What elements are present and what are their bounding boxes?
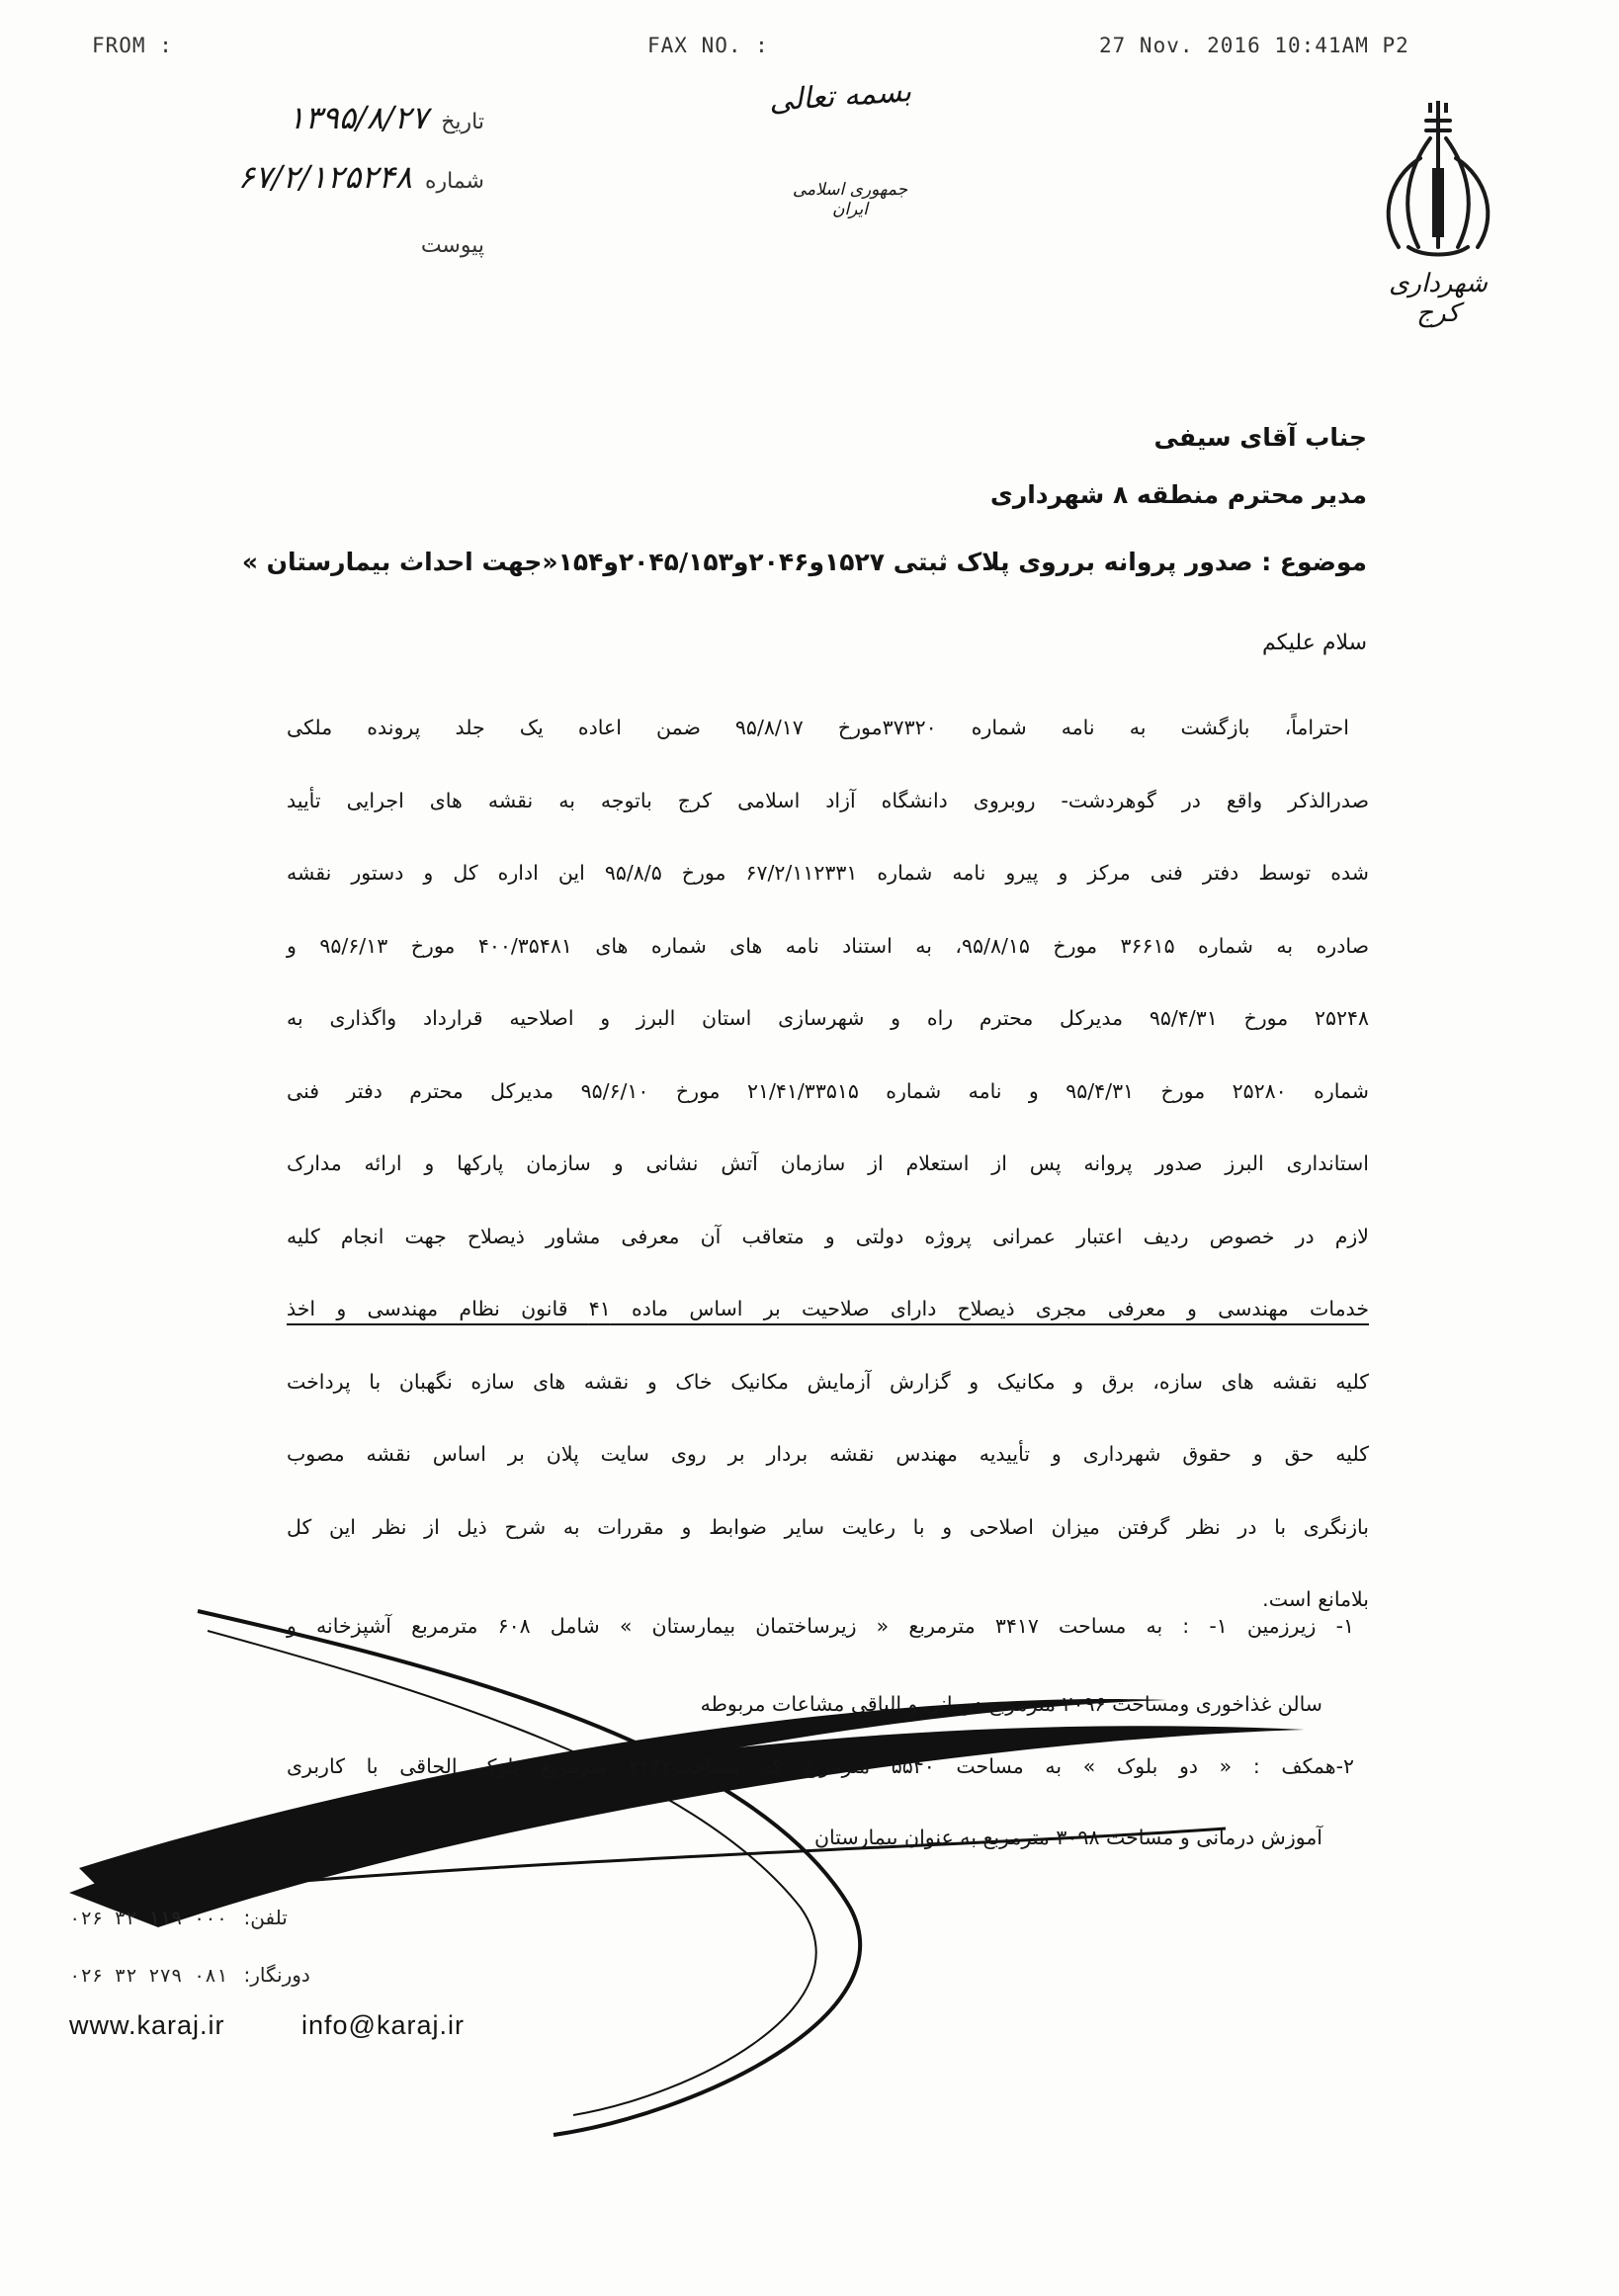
body-line: شده توسط دفتر فنی مرکز و پیرو نامه شماره ۶۷/۲/۱۱۲۳۳۱ مورخ ۹۵/۸/۵ این اداره کل و دستور نقشه [287,861,1369,885]
letter-number-row [128,158,484,196]
body-line: کلیه حق و حقوق شهرداری و تأییدیه مهندس نقشه بردار بر روی سایت پلان بر اساس نقشه مصوب [287,1442,1369,1466]
republic-caption: جمهوری اسلامی ایران [792,180,908,219]
number-label: شماره [424,169,484,194]
body-line: صدرالذکر واقع در گوهردشت- روبروی دانشگاه آزاد اسلامی کرج باتوجه به نقشه های اجرایی تأیید [287,788,1369,812]
number-value: ۶۷/۲/۱۲۵۲۴۸ [237,158,412,196]
item-line: ۱- زیرزمین ۱- : به مساحت ۳۴۱۷ مترمربع « زیرساختمان بیمارستان » شامل ۶۰۸ مترمربع آشپزخانه و [287,1614,1354,1638]
fax-from-label: FROM : [92,34,173,57]
letter-attachment-row [128,233,484,258]
attachment-label: پیوست [420,233,484,258]
body-line: صادره به شماره ۳۶۶۱۵ مورخ ۹۵/۸/۱۵، به استناد نامه های شماره های ۴۰۰/۳۵۴۸۱ مورخ ۹۵/۶/۱۳ و [287,933,1369,958]
fax-label: دورنگار: [243,1963,310,1987]
decorative-swoosh-graphic [0,1601,1619,2155]
fax-number: ۰۲۶ ۳۲ ۲۷۹ ۰۸۱ [69,1965,228,1987]
item-line: ۲-همکف : « دو بلوک » به مساحت ۵۵۴۰ مترمربع که مساحت۲۴۴۲ مترمربع بلوک الحاقی با کاربری [287,1754,1354,1778]
greeting: سلام علیکم [1261,631,1367,655]
addressee-name: جناب آقای سیفی [1153,423,1367,452]
body-line: بازنگری با در نظر گرفتن میزان اصلاحی و با رعایت سایر ضوابط و مقررات به شرح ذیل از نظر این کل [287,1514,1369,1539]
fax-timestamp: 27 Nov. 2016 10:41AM P2 [1099,34,1409,57]
body-line-underlined: خدمات مهندسی و معرفی مجری ذیصلاح دارای صلاحیت بر اساس ماده ۴۱ قانون نظام مهندسی و اخذ [287,1297,1369,1320]
letter-date-row [128,99,484,136]
body-line: استانداری البرز صدور پروانه پس از استعلام از سازمان آتش نشانی و سازمان پارکها و ارائه مدارک [287,1151,1369,1175]
phone-number: ۰۲۶ ۳۲ ۱۱۹ ۰۰۰ [69,1908,228,1929]
letter-subject: موضوع : صدور پروانه برروی پلاک ثبتی ۱۵۲۷و۲۰۴۶و۲۰۴۵/۱۵۳و۱۵۴«جهت احداث بیمارستان » [241,548,1367,576]
item-line: سالن غذاخوری ومساحت ۲۰۹۶ مترمربع درمانی و الباقی مشاعات مربوطه [700,1692,1322,1716]
date-value: ۱۳۹۵/۸/۲۷ [288,99,429,136]
body-line: بلامانع است. [1262,1587,1369,1611]
date-label: تاریخ [441,110,484,134]
footer-phone-row [69,1906,288,1929]
addressee-title: مدیر محترم منطقه ۸ شهرداری [989,480,1367,509]
basmala-calligraphy: بسمه تعالی [767,74,913,119]
phone-label: تلفن: [243,1906,288,1929]
body-line: کلیه نقشه های سازه، برق و مکانیک و گزارش آزمایش مکانیک خاک و نقشه های سازه نگهبان با پرداخت [287,1369,1369,1394]
body-line: احتراماً، بازگشت به نامه شماره ۳۷۳۲۰مورخ ۹۵/۸/۱۷ ضمن اعاده یک جلد پرونده ملکی [287,716,1349,739]
body-line: شماره ۲۵۲۸۰ مورخ ۹۵/۴/۳۱ و نامه شماره ۲۱/۴۱/۳۳۵۱۵ مورخ ۹۵/۶/۱۰ مدیرکل محترم دفتر فنی [287,1078,1369,1103]
organization-name: شهرداری کرج [1389,269,1488,328]
letter-body [287,692,1369,1637]
fax-number-label: FAX NO. : [647,34,769,57]
item-line: آموزش درمانی و مساحت ۳۰۹۸ مترمربع به عنوان بیمارستان [813,1826,1322,1849]
body-line: لازم در خصوص ردیف اعتبار عمرانی پروژه دولتی و متعاقب آن معرفی مشاور ذیصلاح جهت انجام کلیه [287,1224,1369,1248]
footer-fax-row [69,1963,310,1987]
karaj-municipality-logo-icon [1369,99,1507,267]
body-line: ۲۵۲۴۸ مورخ ۹۵/۴/۳۱ مدیرکل محترم راه و شهرسازی استان البرز و اصلاحیه قرارداد واگذاری به [287,1006,1369,1030]
website-link[interactable]: www.karaj.ir [69,2010,225,2040]
email-link[interactable]: info@karaj.ir [301,2010,465,2040]
